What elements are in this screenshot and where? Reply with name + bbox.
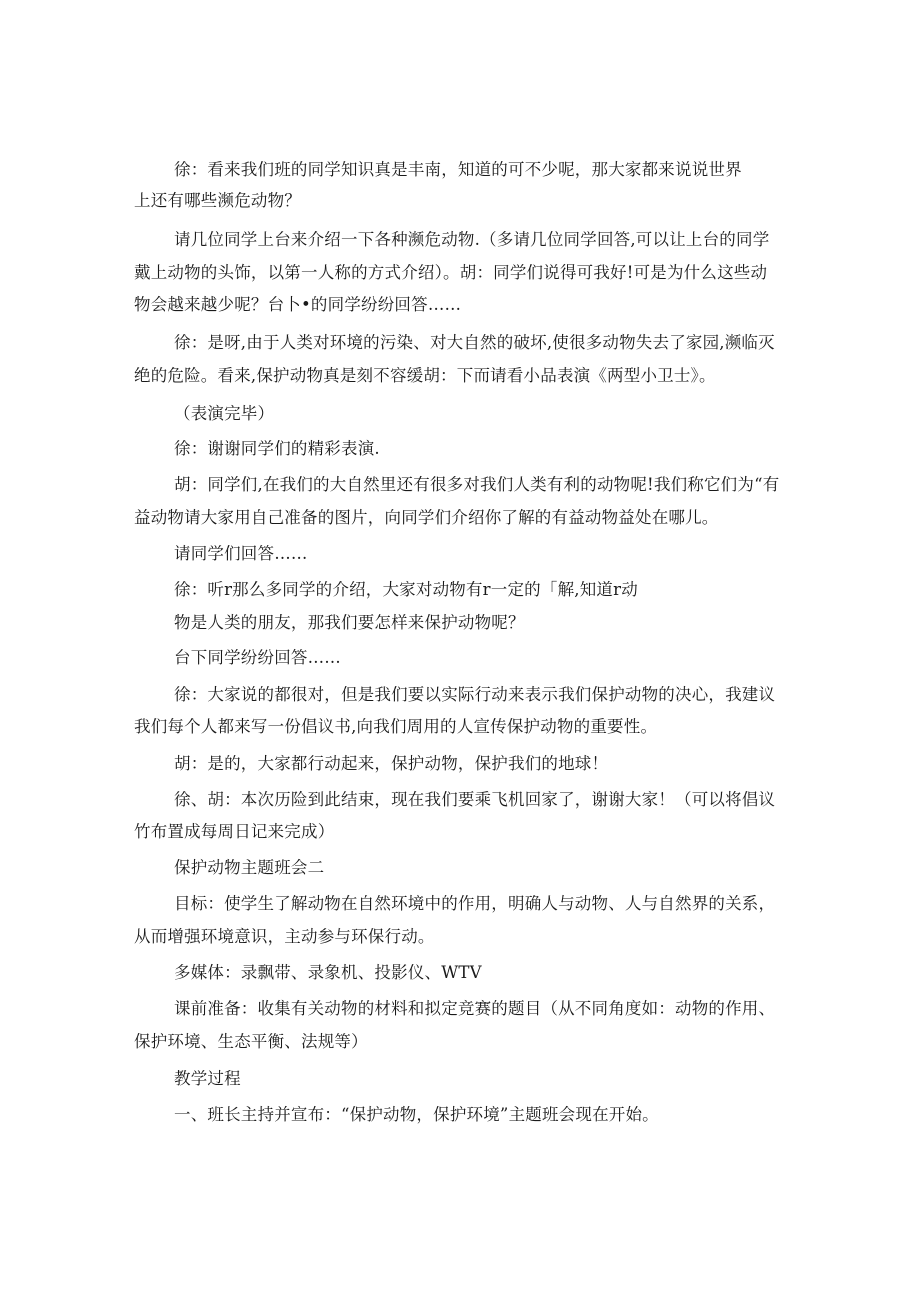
text-line: 一、班长主持并宣布：“保护动物，保护环境”主题班会现在开始。 — [174, 1105, 659, 1124]
text-line: 上还有哪些濒危动物？ — [134, 191, 301, 210]
text-line: 徐：谢谢同学们的精彩表演. — [174, 439, 380, 458]
text-line: 胡：是的，大家都行动起来，保护动物，保护我们的地球！ — [174, 754, 609, 773]
text-line: 徐：是呀,由于人类对环境的污染、对大自然的破坏,使很多动物失去了家园,濒临灭 — [174, 333, 775, 352]
text-line: 请几位同学上台来介绍一下各种濒危动物.（多请几位同学回答,可以让上台的同学 — [174, 230, 770, 249]
text-line: 徐、胡：本次历险到此结束，现在我们要乘飞机回家了，谢谢大家！（可以将倡议 — [174, 790, 776, 809]
text-line: 绝的危险。看来,保护动物真是刻不容缓胡：下而请看小品表演《两型小卫士》。 — [134, 366, 716, 385]
text-line: 我们每个人都来写一份倡议书,向我们周用的人宣传保护动物的重要性。 — [134, 717, 658, 736]
text-line: 教学过程 — [174, 1069, 241, 1088]
text-line: 保护环境、生态平衡、法规等） — [134, 1032, 368, 1051]
text-line: 胡：同学们,在我们的大自然里还有很多对我们人类有利的动物呢!我们称它们为“有 — [174, 475, 780, 494]
text-line: 戴上动物的头饰，以第一人称的方式介绍）。胡：同学们说得可我好!可是为什么这些动 — [134, 263, 768, 282]
text-line: 台下同学纷纷回答…… — [174, 648, 341, 667]
text-line: 从而增强环境意识，主动参与环保行动。 — [134, 927, 435, 946]
text-line: 物是人类的朋友，那我们要怎样来保护动物呢？ — [174, 613, 525, 632]
text-line: 徐：看来我们班的同学知识真是丰南，知道的可不少呢，那大家都来说说世界 — [174, 160, 742, 179]
text-line: 徐：听r那么多同学的介绍，大家对动物有r一定的「解,知道r动 — [174, 580, 638, 599]
text-line: 徐：大家说的都很对，但是我们要以实际行动来表示我们保护动物的决心，我建议 — [174, 685, 776, 704]
text-line: 目标：使学生了解动物在自然环境中的作用，明确人与动物、人与自然界的关系， — [174, 894, 776, 913]
text-line: 竹布置成每周日记来完成） — [134, 822, 335, 841]
text-line: （表演完毕） — [174, 404, 275, 423]
text-line: 多媒体：录飘带、录象机、投影仪、WTV — [174, 963, 482, 982]
text-line: 请同学们回答…… — [174, 544, 308, 563]
text-line: 课前准备：收集有关动物的材料和拟定竞赛的题目（从不同角度如：动物的作用、 — [174, 999, 776, 1018]
text-line: 益动物请大家用自己准备的图片，向同学们介绍你了解的有益动物益处在哪儿。 — [134, 508, 719, 527]
text-line: 物会越来越少呢？台卜•的同学纷纷回答…… — [134, 295, 462, 314]
section-title: 保护动物主题班会二 — [174, 858, 325, 877]
